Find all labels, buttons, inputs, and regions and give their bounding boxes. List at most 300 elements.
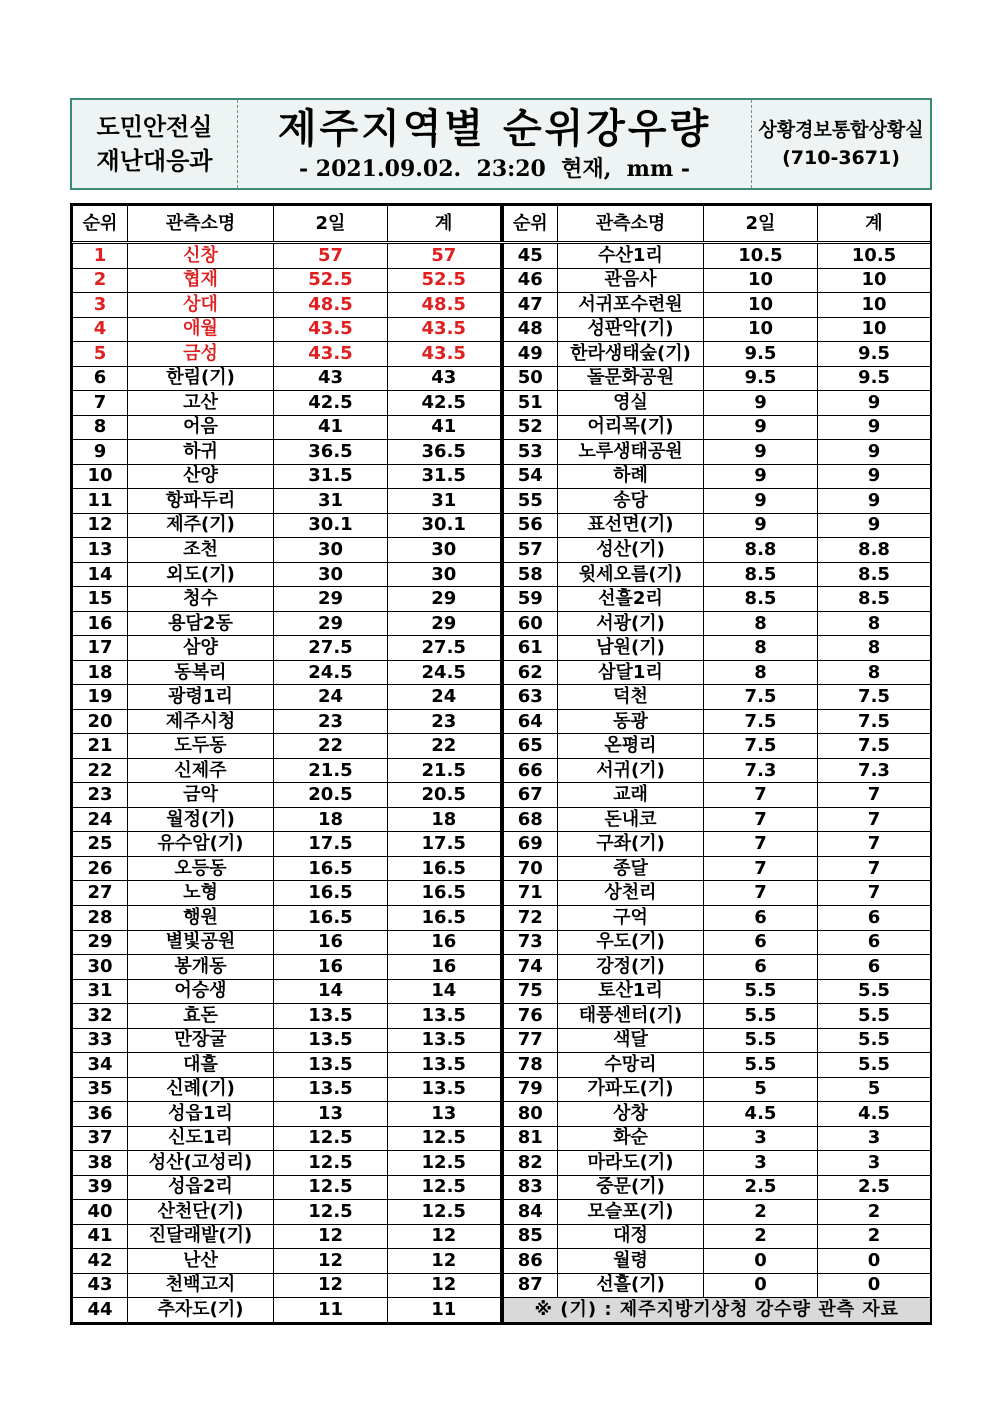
- day2-rainfall-cell: 13.5: [274, 1028, 388, 1053]
- rank-cell: 82: [503, 1151, 558, 1176]
- station-name-cell: 구좌(기): [558, 832, 704, 857]
- day2-rainfall-cell: 5.5: [704, 1053, 818, 1078]
- rank-cell: 13: [73, 538, 128, 563]
- total-rainfall-cell: 13.5: [388, 1028, 501, 1053]
- station-name-cell: 윗세오름(기): [558, 562, 704, 587]
- day2-rainfall-cell: 43.5: [274, 317, 388, 342]
- table-row: [73, 783, 501, 808]
- day2-rainfall-cell: 29: [274, 587, 388, 612]
- day2-rainfall-cell: 27.5: [274, 636, 388, 661]
- day2-rainfall-cell: 31.5: [274, 464, 388, 489]
- day2-rainfall-cell: 31: [274, 489, 388, 514]
- total-rainfall-cell: 3: [818, 1126, 931, 1151]
- rank-cell: 10: [73, 464, 128, 489]
- total-rainfall-cell: 2: [818, 1200, 931, 1225]
- rank-cell: 30: [73, 955, 128, 980]
- day2-rainfall-cell: 20.5: [274, 783, 388, 808]
- table-row: [73, 464, 501, 489]
- table-row: [503, 366, 931, 391]
- station-name-cell: 성판악(기): [558, 317, 704, 342]
- station-name-cell: 강정(기): [558, 955, 704, 980]
- total-rainfall-cell: 43.5: [388, 317, 501, 342]
- total-rainfall-cell: 11: [388, 1298, 501, 1323]
- station-name-cell: 하귀: [128, 440, 274, 465]
- day2-rainfall-cell: 5.5: [704, 1004, 818, 1029]
- col-total-header: 계: [388, 206, 501, 243]
- station-name-cell: 남원(기): [558, 636, 704, 661]
- table-row: [503, 1004, 931, 1029]
- station-name-cell: 서광(기): [558, 611, 704, 636]
- rank-cell: 16: [73, 611, 128, 636]
- table-row: [73, 268, 501, 293]
- total-rainfall-cell: 36.5: [388, 440, 501, 465]
- report-header: [70, 98, 932, 190]
- rank-cell: 50: [503, 366, 558, 391]
- day2-rainfall-cell: 12: [274, 1273, 388, 1298]
- contact-office: 상황경보통합상황실: [758, 119, 924, 141]
- rank-cell: 27: [73, 881, 128, 906]
- station-name-cell: 금성: [128, 342, 274, 367]
- rank-cell: 72: [503, 905, 558, 930]
- table-row: [503, 562, 931, 587]
- table-row: [503, 856, 931, 881]
- day2-rainfall-cell: 8: [704, 636, 818, 661]
- day2-rainfall-cell: 12.5: [274, 1151, 388, 1176]
- rank-cell: 75: [503, 979, 558, 1004]
- table-row: [503, 391, 931, 416]
- total-rainfall-cell: 31.5: [388, 464, 501, 489]
- day2-rainfall-cell: 16: [274, 955, 388, 980]
- total-rainfall-cell: 5.5: [818, 1004, 931, 1029]
- table-header-row: [503, 206, 931, 243]
- table-row: [73, 317, 501, 342]
- table-row: [503, 587, 931, 612]
- station-name-cell: 유수암(기): [128, 832, 274, 857]
- report-timestamp: - 2021.09.02. 23:20 현재, mm -: [298, 156, 691, 182]
- day2-rainfall-cell: 13.5: [274, 1077, 388, 1102]
- rank-cell: 56: [503, 513, 558, 538]
- station-name-cell: 성읍2리: [128, 1175, 274, 1200]
- station-name-cell: 금악: [128, 783, 274, 808]
- rank-cell: 70: [503, 856, 558, 881]
- rank-cell: 39: [73, 1175, 128, 1200]
- total-rainfall-cell: 24: [388, 685, 501, 710]
- table-row: [73, 611, 501, 636]
- rank-cell: 33: [73, 1028, 128, 1053]
- rank-cell: 86: [503, 1249, 558, 1274]
- station-name-cell: 서귀포수련원: [558, 293, 704, 318]
- table-row: [503, 955, 931, 980]
- rank-cell: 38: [73, 1151, 128, 1176]
- total-rainfall-cell: 13.5: [388, 1004, 501, 1029]
- division-name: 재난대응과: [96, 147, 213, 175]
- table-row: [73, 1102, 501, 1127]
- total-rainfall-cell: 9: [818, 440, 931, 465]
- day2-rainfall-cell: 10.5: [704, 243, 818, 269]
- station-name-cell: 제주시청: [128, 709, 274, 734]
- table-row: [73, 1249, 501, 1274]
- table-row: [503, 1273, 931, 1298]
- total-rainfall-cell: 20.5: [388, 783, 501, 808]
- day2-rainfall-cell: 8.5: [704, 587, 818, 612]
- total-rainfall-cell: 41: [388, 415, 501, 440]
- station-name-cell: 색달: [558, 1028, 704, 1053]
- station-name-cell: 난산: [128, 1249, 274, 1274]
- table-row: [73, 243, 501, 269]
- total-rainfall-cell: 27.5: [388, 636, 501, 661]
- rank-cell: 67: [503, 783, 558, 808]
- day2-rainfall-cell: 12.5: [274, 1175, 388, 1200]
- table-row: [503, 660, 931, 685]
- day2-rainfall-cell: 9.5: [704, 366, 818, 391]
- total-rainfall-cell: 7.5: [818, 734, 931, 759]
- rank-cell: 47: [503, 293, 558, 318]
- station-name-cell: 중문(기): [558, 1175, 704, 1200]
- day2-rainfall-cell: 13.5: [274, 1053, 388, 1078]
- total-rainfall-cell: 29: [388, 587, 501, 612]
- station-name-cell: 성산(고성리): [128, 1151, 274, 1176]
- day2-rainfall-cell: 23: [274, 709, 388, 734]
- day2-rainfall-cell: 18: [274, 807, 388, 832]
- table-row: [73, 1028, 501, 1053]
- rank-cell: 40: [73, 1200, 128, 1225]
- total-rainfall-cell: 2: [818, 1224, 931, 1249]
- total-rainfall-cell: 5.5: [818, 1053, 931, 1078]
- station-name-cell: 덕천: [558, 685, 704, 710]
- rank-cell: 48: [503, 317, 558, 342]
- table-row: [73, 1298, 501, 1323]
- day2-rainfall-cell: 9.5: [704, 342, 818, 367]
- total-rainfall-cell: 8.8: [818, 538, 931, 563]
- rank-cell: 7: [73, 391, 128, 416]
- rank-cell: 54: [503, 464, 558, 489]
- footnote-row: [503, 1298, 931, 1323]
- table-row: [503, 342, 931, 367]
- total-rainfall-cell: 10: [818, 293, 931, 318]
- day2-rainfall-cell: 12.5: [274, 1200, 388, 1225]
- total-rainfall-cell: 18: [388, 807, 501, 832]
- station-name-cell: 동복리: [128, 660, 274, 685]
- total-rainfall-cell: 5.5: [818, 1028, 931, 1053]
- station-name-cell: 고산: [128, 391, 274, 416]
- total-rainfall-cell: 10: [818, 268, 931, 293]
- rank-cell: 35: [73, 1077, 128, 1102]
- day2-rainfall-cell: 7: [704, 807, 818, 832]
- day2-rainfall-cell: 8: [704, 660, 818, 685]
- total-rainfall-cell: 0: [818, 1273, 931, 1298]
- table-row: [73, 636, 501, 661]
- total-rainfall-cell: 4.5: [818, 1102, 931, 1127]
- table-row: [503, 268, 931, 293]
- day2-rainfall-cell: 16: [274, 930, 388, 955]
- station-name-cell: 광령1리: [128, 685, 274, 710]
- station-name-cell: 천백고지: [128, 1273, 274, 1298]
- station-name-cell: 성읍1리: [128, 1102, 274, 1127]
- day2-rainfall-cell: 5.5: [704, 979, 818, 1004]
- table-row: [503, 513, 931, 538]
- table-row: [503, 415, 931, 440]
- total-rainfall-cell: 43.5: [388, 342, 501, 367]
- day2-rainfall-cell: 0: [704, 1273, 818, 1298]
- table-row: [73, 562, 501, 587]
- total-rainfall-cell: 12: [388, 1273, 501, 1298]
- total-rainfall-cell: 12: [388, 1224, 501, 1249]
- station-name-cell: 삼달1리: [558, 660, 704, 685]
- rank-cell: 20: [73, 709, 128, 734]
- total-rainfall-cell: 24.5: [388, 660, 501, 685]
- table-row: [503, 1102, 931, 1127]
- rank-cell: 22: [73, 758, 128, 783]
- day2-rainfall-cell: 43: [274, 366, 388, 391]
- total-rainfall-cell: 57: [388, 243, 501, 269]
- station-name-cell: 산천단(기): [128, 1200, 274, 1225]
- rank-cell: 85: [503, 1224, 558, 1249]
- station-name-cell: 애월: [128, 317, 274, 342]
- rank-cell: 26: [73, 856, 128, 881]
- total-rainfall-cell: 12.5: [388, 1126, 501, 1151]
- table-row: [73, 415, 501, 440]
- table-row: [73, 758, 501, 783]
- rainfall-table-left: [72, 205, 502, 1323]
- day2-rainfall-cell: 36.5: [274, 440, 388, 465]
- table-row: [73, 366, 501, 391]
- total-rainfall-cell: 9: [818, 513, 931, 538]
- rank-cell: 14: [73, 562, 128, 587]
- station-name-cell: 협재: [128, 268, 274, 293]
- station-name-cell: 대정: [558, 1224, 704, 1249]
- col-rank-header: 순위: [73, 206, 128, 243]
- day2-rainfall-cell: 43.5: [274, 342, 388, 367]
- total-rainfall-cell: 16.5: [388, 881, 501, 906]
- table-row: [503, 293, 931, 318]
- day2-rainfall-cell: 12: [274, 1224, 388, 1249]
- rank-cell: 62: [503, 660, 558, 685]
- station-name-cell: 한림(기): [128, 366, 274, 391]
- day2-rainfall-cell: 9: [704, 464, 818, 489]
- table-row: [73, 881, 501, 906]
- day2-rainfall-cell: 8: [704, 611, 818, 636]
- rank-cell: 76: [503, 1004, 558, 1029]
- title-block: [238, 100, 752, 188]
- station-name-cell: 추자도(기): [128, 1298, 274, 1323]
- total-rainfall-cell: 14: [388, 979, 501, 1004]
- table-row: [503, 881, 931, 906]
- station-name-cell: 관음사: [558, 268, 704, 293]
- table-row: [503, 243, 931, 269]
- table-row: [503, 636, 931, 661]
- table-row: [73, 660, 501, 685]
- col-total-header: 계: [818, 206, 931, 243]
- rank-cell: 71: [503, 881, 558, 906]
- total-rainfall-cell: 10.5: [818, 243, 931, 269]
- table-row: [73, 342, 501, 367]
- table-row: [503, 905, 931, 930]
- station-name-cell: 신제주: [128, 758, 274, 783]
- total-rainfall-cell: 16: [388, 930, 501, 955]
- station-name-cell: 온평리: [558, 734, 704, 759]
- table-row: [503, 1126, 931, 1151]
- total-rainfall-cell: 13.5: [388, 1053, 501, 1078]
- station-name-cell: 토산1리: [558, 979, 704, 1004]
- day2-rainfall-cell: 5.5: [704, 1028, 818, 1053]
- table-row: [73, 1077, 501, 1102]
- footnote: ※ (기) : 제주지방기상청 강수량 관측 자료: [503, 1298, 931, 1323]
- rank-cell: 18: [73, 660, 128, 685]
- day2-rainfall-cell: 8.8: [704, 538, 818, 563]
- total-rainfall-cell: 9: [818, 391, 931, 416]
- rank-cell: 11: [73, 489, 128, 514]
- rank-cell: 64: [503, 709, 558, 734]
- day2-rainfall-cell: 7.5: [704, 685, 818, 710]
- station-name-cell: 서귀(기): [558, 758, 704, 783]
- day2-rainfall-cell: 24: [274, 685, 388, 710]
- total-rainfall-cell: 12: [388, 1249, 501, 1274]
- table-row: [503, 979, 931, 1004]
- station-name-cell: 마라도(기): [558, 1151, 704, 1176]
- rank-cell: 23: [73, 783, 128, 808]
- day2-rainfall-cell: 16.5: [274, 856, 388, 881]
- day2-rainfall-cell: 9: [704, 415, 818, 440]
- rank-cell: 80: [503, 1102, 558, 1127]
- col-rank-header: 순위: [503, 206, 558, 243]
- rank-cell: 51: [503, 391, 558, 416]
- rank-cell: 53: [503, 440, 558, 465]
- station-name-cell: 신창: [128, 243, 274, 269]
- rank-cell: 34: [73, 1053, 128, 1078]
- station-name-cell: 선흘(기): [558, 1273, 704, 1298]
- day2-rainfall-cell: 29: [274, 611, 388, 636]
- station-name-cell: 도두동: [128, 734, 274, 759]
- day2-rainfall-cell: 7: [704, 832, 818, 857]
- station-name-cell: 진달래밭(기): [128, 1224, 274, 1249]
- day2-rainfall-cell: 9: [704, 440, 818, 465]
- station-name-cell: 영실: [558, 391, 704, 416]
- station-name-cell: 청수: [128, 587, 274, 612]
- day2-rainfall-cell: 7: [704, 881, 818, 906]
- day2-rainfall-cell: 17.5: [274, 832, 388, 857]
- rank-cell: 31: [73, 979, 128, 1004]
- table-row: [73, 856, 501, 881]
- table-row: [503, 317, 931, 342]
- station-name-cell: 하례: [558, 464, 704, 489]
- day2-rainfall-cell: 2.5: [704, 1175, 818, 1200]
- station-name-cell: 동광: [558, 709, 704, 734]
- table-row: [503, 1200, 931, 1225]
- table-row: [503, 1028, 931, 1053]
- table-row: [73, 1053, 501, 1078]
- rank-cell: 79: [503, 1077, 558, 1102]
- rank-cell: 45: [503, 243, 558, 269]
- day2-rainfall-cell: 48.5: [274, 293, 388, 318]
- table-row: [503, 930, 931, 955]
- station-name-cell: 수망리: [558, 1053, 704, 1078]
- table-row: [503, 1053, 931, 1078]
- total-rainfall-cell: 8.5: [818, 562, 931, 587]
- rank-cell: 24: [73, 807, 128, 832]
- total-rainfall-cell: 16: [388, 955, 501, 980]
- rank-cell: 2: [73, 268, 128, 293]
- table-row: [503, 538, 931, 563]
- total-rainfall-cell: 31: [388, 489, 501, 514]
- table-row: [503, 1249, 931, 1274]
- total-rainfall-cell: 0: [818, 1249, 931, 1274]
- station-name-cell: 수산1리: [558, 243, 704, 269]
- report-title: 제주지역별 순위강우량: [277, 106, 712, 152]
- day2-rainfall-cell: 3: [704, 1151, 818, 1176]
- total-rainfall-cell: 22: [388, 734, 501, 759]
- rainfall-tables: [70, 203, 932, 1325]
- table-row: [503, 489, 931, 514]
- day2-rainfall-cell: 12: [274, 1249, 388, 1274]
- station-name-cell: 항파두리: [128, 489, 274, 514]
- total-rainfall-cell: 8.5: [818, 587, 931, 612]
- total-rainfall-cell: 9: [818, 489, 931, 514]
- rank-cell: 9: [73, 440, 128, 465]
- col-day2-header: 2일: [704, 206, 818, 243]
- day2-rainfall-cell: 8.5: [704, 562, 818, 587]
- station-name-cell: 신례(기): [128, 1077, 274, 1102]
- day2-rainfall-cell: 7.5: [704, 734, 818, 759]
- rank-cell: 42: [73, 1249, 128, 1274]
- total-rainfall-cell: 6: [818, 905, 931, 930]
- station-name-cell: 태풍센터(기): [558, 1004, 704, 1029]
- station-name-cell: 종달: [558, 856, 704, 881]
- table-row: [503, 783, 931, 808]
- rank-cell: 25: [73, 832, 128, 857]
- table-row: [73, 685, 501, 710]
- rank-cell: 61: [503, 636, 558, 661]
- total-rainfall-cell: 7: [818, 832, 931, 857]
- total-rainfall-cell: 12.5: [388, 1200, 501, 1225]
- table-row: [73, 930, 501, 955]
- table-row: [73, 513, 501, 538]
- day2-rainfall-cell: 6: [704, 955, 818, 980]
- table-row: [73, 807, 501, 832]
- day2-rainfall-cell: 4.5: [704, 1102, 818, 1127]
- table-row: [503, 1151, 931, 1176]
- total-rainfall-cell: 30: [388, 562, 501, 587]
- rank-cell: 57: [503, 538, 558, 563]
- rank-cell: 59: [503, 587, 558, 612]
- rank-cell: 52: [503, 415, 558, 440]
- rank-cell: 69: [503, 832, 558, 857]
- rank-cell: 78: [503, 1053, 558, 1078]
- total-rainfall-cell: 7: [818, 881, 931, 906]
- rank-cell: 43: [73, 1273, 128, 1298]
- station-name-cell: 송당: [558, 489, 704, 514]
- table-row: [503, 832, 931, 857]
- total-rainfall-cell: 9.5: [818, 366, 931, 391]
- station-name-cell: 한라생태숲(기): [558, 342, 704, 367]
- day2-rainfall-cell: 2: [704, 1224, 818, 1249]
- station-name-cell: 선흘2리: [558, 587, 704, 612]
- table-row: [73, 1200, 501, 1225]
- total-rainfall-cell: 7: [818, 783, 931, 808]
- station-name-cell: 만장굴: [128, 1028, 274, 1053]
- station-name-cell: 효돈: [128, 1004, 274, 1029]
- day2-rainfall-cell: 10: [704, 293, 818, 318]
- total-rainfall-cell: 2.5: [818, 1175, 931, 1200]
- rank-cell: 36: [73, 1102, 128, 1127]
- table-row: [73, 1175, 501, 1200]
- table-row: [503, 685, 931, 710]
- day2-rainfall-cell: 13: [274, 1102, 388, 1127]
- day2-rainfall-cell: 10: [704, 317, 818, 342]
- rank-cell: 4: [73, 317, 128, 342]
- total-rainfall-cell: 10: [818, 317, 931, 342]
- table-row: [73, 979, 501, 1004]
- station-name-cell: 제주(기): [128, 513, 274, 538]
